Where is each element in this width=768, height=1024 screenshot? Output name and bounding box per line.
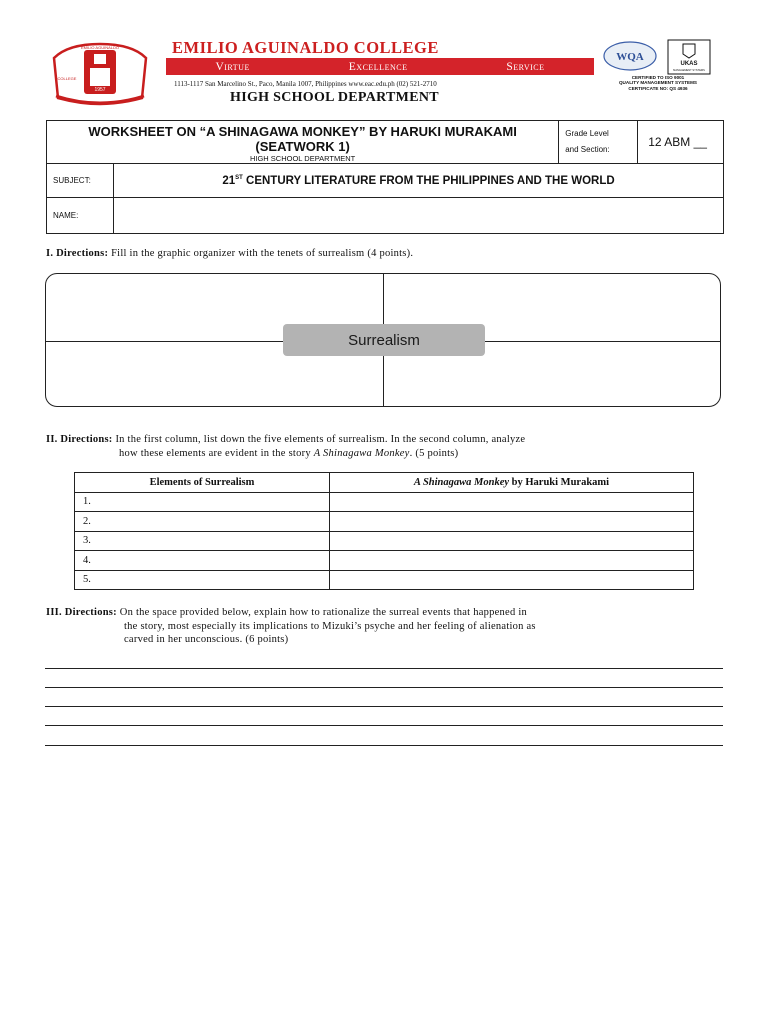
seal-year: 1957	[94, 87, 106, 93]
cert-line-2: QUALITY MANAGEMENT SYSTEMS	[618, 80, 697, 86]
part3-line1	[46, 606, 722, 620]
part1-text: Fill in the graphic organizer with the tenets of surrealism (4 points).	[108, 248, 414, 259]
college-name: EMILIO AGUINALDO COLLEGE	[172, 38, 439, 57]
grade-level-label: Grade Level	[565, 129, 609, 138]
worksheet-title-sub: HIGH SCHOOL DEPARTMENT	[249, 154, 356, 163]
row-number[interactable]: 4.	[75, 551, 330, 571]
surrealism-center-label: Surrealism	[283, 324, 485, 356]
part2-line2	[46, 447, 722, 461]
organizer-cell-top-left[interactable]	[48, 276, 380, 322]
elements-table	[74, 472, 694, 590]
seal-text-top: EMILIO AGUINALDO	[80, 45, 120, 50]
row-number[interactable]: 5.	[75, 570, 330, 590]
worksheet-title-cell	[47, 121, 559, 164]
part1-directions	[46, 247, 722, 261]
row-answer[interactable]	[330, 531, 694, 551]
table-row	[75, 512, 694, 532]
subject-number: 21	[222, 174, 236, 187]
row-answer[interactable]	[330, 492, 694, 512]
subject-value	[114, 164, 724, 198]
row-answer[interactable]	[330, 551, 694, 571]
story-col-header	[330, 473, 694, 493]
wqa-logo-text: WQA	[616, 51, 644, 63]
part2-text-1: In the first column, list down the five elements of surrealism. In the second column, analyze	[112, 434, 526, 445]
part3-label: III. Directions:	[46, 607, 117, 618]
worksheet-title: WORKSHEET ON “A SHINAGAWA MONKEY” BY HARUKI MURAKAMI (SEATWORK 1)	[88, 124, 517, 154]
motto-excellence: Excellence	[348, 60, 408, 73]
row-answer[interactable]	[330, 512, 694, 532]
part2-directions	[46, 433, 722, 460]
answer-line-1[interactable]	[45, 668, 723, 669]
story-col-header-rest: by Haruki Murakami	[509, 476, 610, 488]
ukas-logo-text: UKAS	[680, 61, 698, 67]
subject-label: SUBJECT:	[47, 164, 114, 198]
cert-line-1: CERTIFIED TO ISO 9001	[631, 75, 685, 80]
subject-rest: CENTURY LITERATURE FROM THE PHILIPPINES AND THE WORLD	[242, 174, 615, 187]
row-number[interactable]: 2.	[75, 512, 330, 532]
name-label: NAME:	[47, 198, 114, 234]
answer-line-4[interactable]	[45, 725, 723, 726]
part1-label: I. Directions:	[46, 248, 109, 259]
part2-story-title: A Shinagawa Monkey	[313, 447, 410, 459]
answer-line-3[interactable]	[45, 706, 723, 707]
worksheet-info-table	[46, 120, 724, 234]
table-row	[75, 570, 694, 590]
organizer-cell-top-right[interactable]	[387, 276, 717, 322]
organizer-cell-bottom-left[interactable]	[48, 358, 380, 404]
part3-line3: carved in her unconscious. (6 points)	[124, 634, 289, 645]
answer-line-2[interactable]	[45, 687, 723, 688]
college-seal-logo	[50, 40, 150, 106]
table-row	[75, 551, 694, 571]
part2-text-2b: . (5 points)	[409, 447, 459, 459]
subject-sup: ST	[235, 174, 243, 181]
motto-virtue: Virtue	[215, 60, 250, 73]
name-field[interactable]	[114, 198, 724, 234]
college-address: 1113-1117 San Marcelino St., Paco, Manila 1007, Philippines www.eac.edu.ph (02) 521-2710	[174, 80, 437, 88]
seal-text-side: COLLEGE	[57, 76, 77, 81]
grade-label-cell	[559, 121, 638, 164]
section-label: and Section:	[565, 145, 610, 154]
organizer-cell-bottom-right[interactable]	[387, 358, 717, 404]
part2-line1	[46, 433, 722, 447]
row-number[interactable]: 3.	[75, 531, 330, 551]
table-row	[75, 531, 694, 551]
part2-text-2a: how these elements are evident in the story	[119, 447, 314, 459]
motto-service: Service	[506, 60, 545, 73]
elements-col-header: Elements of Surrealism	[75, 473, 330, 493]
certification-text	[598, 75, 718, 91]
table-row	[75, 492, 694, 512]
answer-line-5[interactable]	[45, 745, 723, 746]
row-answer[interactable]	[330, 570, 694, 590]
part3-text-1: On the space provided below, explain how to rationalize the surreal events that happened in	[116, 607, 527, 618]
ukas-subtext: MANAGEMENT SYSTEMS	[673, 69, 705, 72]
story-col-header-title: A Shinagawa Monkey	[413, 476, 510, 488]
part3-line2: the story, most especially its implications to Mizuki’s psyche and her feeling of alienation as	[124, 620, 536, 632]
grade-section-value[interactable]: 12 ABM __	[638, 121, 724, 164]
part2-label: II. Directions:	[46, 434, 113, 445]
department-title: HIGH SCHOOL DEPARTMENT	[230, 90, 439, 105]
motto-bar	[166, 58, 594, 75]
part3-directions	[46, 606, 722, 647]
cert-line-3: CERTIFICATE NO: QS 4936	[628, 85, 688, 91]
row-number[interactable]: 1.	[75, 492, 330, 512]
